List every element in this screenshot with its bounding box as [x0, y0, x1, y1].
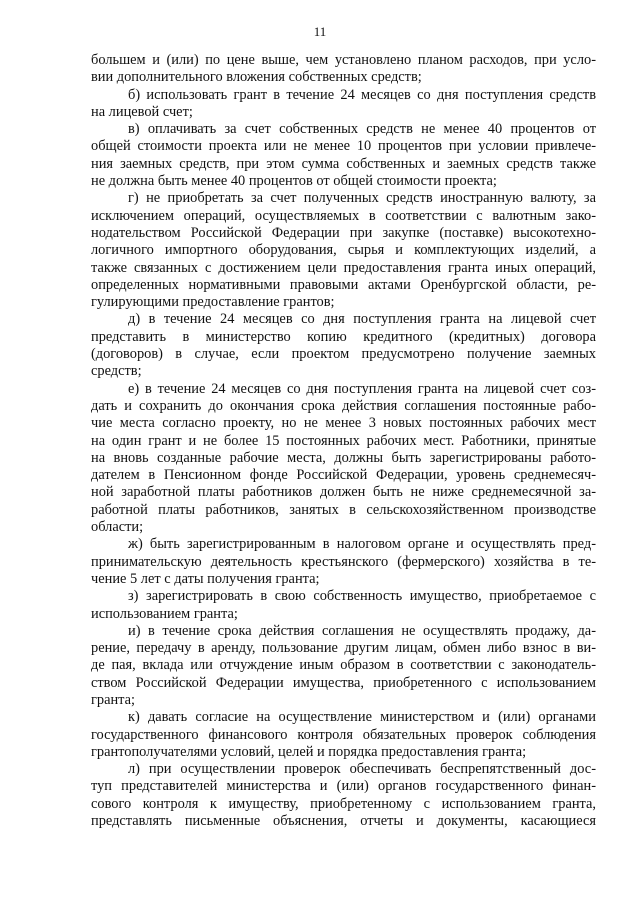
text-line: л) при осуществлении проверок обеспечивать беспрепятственный дос- — [128, 761, 596, 778]
text-line: чение 5 лет с даты получения гранта; — [91, 570, 320, 587]
text-line: вии дополнительного вложения собственных средств; — [91, 69, 422, 86]
text-line: е) в течение 24 месяцев со дня поступления гранта на лицевой счет соз- — [128, 380, 596, 397]
text-line: большем и (или) по цене выше, чем установлено планом расходов, при усло- — [91, 52, 596, 68]
text-line: грантополучателями условий, целей и порядка предоставления гранта; — [91, 743, 527, 760]
paragraph-g — [91, 190, 596, 311]
text-line: области; — [91, 519, 144, 536]
paragraph-k — [91, 709, 596, 761]
text-line: общей стоимости проекта или не менее 10 процентов при условии привлече- — [91, 138, 596, 155]
paragraph-l — [91, 761, 596, 830]
text-line: ния заемных средств, при этом сумма собственных и заемных средств также — [91, 155, 596, 172]
paragraph-e — [91, 381, 596, 537]
page-number: 11 — [313, 24, 327, 39]
text-line: де пая, вклада или отчуждение иным образом в соответствии с законодатель- — [91, 657, 596, 674]
document-body — [91, 52, 596, 830]
text-line: представить в министерство копию кредитного (кредитных) договора — [91, 328, 596, 345]
paragraph-i — [91, 623, 596, 709]
text-line: представлять письменные объяснения, отчеты и документы, касающиеся — [91, 813, 596, 830]
paragraph-intro — [91, 52, 596, 87]
text-line: дать и сохранить до окончания срока действия соглашения постоянные рабо- — [91, 397, 596, 414]
text-line: логичного импортного оборудования, сырья и комплектующих изделий, а — [91, 242, 596, 259]
text-line: дателем в Пенсионном фонде Российской Федерации, уровень среднемесяч- — [91, 467, 596, 484]
text-line: д) в течение 24 месяцев со дня поступления гранта на лицевой счет — [128, 311, 596, 328]
paragraph-d — [91, 311, 596, 380]
text-line: гранта; — [91, 691, 136, 708]
paragraph-b — [91, 87, 596, 122]
text-line: б) использовать грант в течение 24 месяцев со дня поступления средств — [128, 86, 596, 103]
text-line: г) не приобретать за счет полученных средств иностранную валюту, за — [128, 190, 596, 207]
text-line: в) оплачивать за счет собственных средств не менее 40 процентов от — [128, 121, 596, 138]
text-line: принимательскую деятельность крестьянского (фермерского) хозяйства в те- — [91, 553, 596, 570]
paragraph-v — [91, 121, 596, 190]
paragraph-zh — [91, 536, 596, 588]
text-line: средств; — [91, 363, 142, 380]
paragraph-z — [91, 588, 596, 623]
text-line: сового контроля к имуществу, приобретенному с использованием гранта, — [91, 795, 596, 812]
text-line: на один грант и не более 15 постоянных рабочих мест. Работники, принятые — [91, 432, 596, 449]
text-line: туп представителей министерства и (или) органов государственного финан- — [91, 778, 596, 795]
text-line: нодательством Российской Федерации при закупке (поставке) высокотехно- — [91, 224, 596, 241]
text-line: (договоров) в случае, если проектом предусмотрено получение заемных — [91, 346, 596, 363]
text-line: ной заработной платы работников должен быть не ниже среднемесячной за- — [91, 484, 596, 501]
text-line: на лицевой счет; — [91, 103, 193, 120]
text-line: также связанных с достижением цели предоставления гранта иных операций, — [91, 259, 596, 276]
text-line: использованием гранта; — [91, 605, 238, 622]
text-line: к) давать согласие на осуществление министерством и (или) органами — [128, 709, 596, 726]
text-line: рение, передачу в аренду, пользование другим лицам, обмен либо взнос в ви- — [91, 640, 596, 657]
text-line: не должна быть менее 40 процентов от общей стоимости проекта; — [91, 173, 497, 190]
text-line: гулирующими предоставление грантов; — [91, 294, 335, 311]
text-line: чие места согласно проекту, но не менее 3 новых постоянных рабочих мест — [91, 415, 596, 432]
text-line: определенных нормативными правовыми актами Оренбургской области, ре- — [91, 276, 596, 293]
text-line: государственного финансового контроля обязательных проверок соблюдения — [91, 726, 596, 743]
text-line: исключением операций, осуществляемых в соответствии с валютным зако- — [91, 207, 596, 224]
text-line: на вновь созданные рабочие места, должны быть зарегистрированы работо- — [91, 449, 596, 466]
text-line: работной платы работников, занятых в сельскохозяйственном производстве — [91, 501, 596, 518]
text-line: ж) быть зарегистрированным в налоговом органе и осуществлять пред- — [128, 536, 596, 553]
text-line: з) зарегистрировать в свою собственность имущество, приобретаемое с — [128, 588, 596, 605]
text-line: ством Российской Федерации имущества, приобретенного с использованием — [91, 674, 596, 691]
text-line: и) в течение срока действия соглашения не осуществлять продажу, да- — [128, 622, 596, 639]
